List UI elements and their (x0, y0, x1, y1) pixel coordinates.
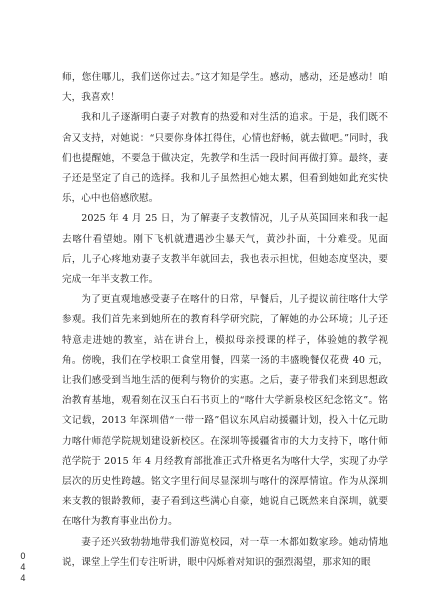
page-number-digit: 4 (20, 563, 26, 573)
paragraph-3: 2025 年 4 月 25 日，为了解妻子支教情况，儿子从英国回来和我一起去喀什看望她。刚下飞机就遭遇沙尘暴天气，黄沙扑面，十分难受。见面后，儿子心疼地劝妻子支教半年就回去，我也表示担忧，但她态度坚决，要完成一年半支教工作。 (62, 213, 388, 286)
paragraph-4: 为了更直观地感受妻子在喀什的日常，早餐后，儿子提议前往喀什大学参观。我们首先来到她所在的教育科学研究院，了解她的办公环境；儿子还特意走进她的教室，站在讲台上，模拟母亲授课的样子，体验她的教学视角。傍晚，我们在学校职工食堂用餐，四菜一汤的丰盛晚餐仅花费 40 元，让我们感受到当地生活的便利与物价的实惠。之后，妻子带我们来到思想政治教育基地，观看刻在汉玉白石书页上的“喀什大学新泉校区纪念铭文”。铭文记载，2013 年深圳借“一带一路”倡议东风启动援疆计划，投入十亿元助力喀什师范学院规划建设新校区。在深圳等援疆省市的大力支持下，喀什师范学院于 2015 年 4 月经教育部批准正式升格更名为喀什大学，实现了办学层次的历史性跨越。铭文字里行间尽显深圳与喀什的深厚情谊。作为从深圳来支教的银龄教师，妻子看到这些满心自豪，她说自己既然来自深圳，就要在喀什为教育事业出份力。 (62, 294, 388, 528)
page-number-digit: 4 (20, 574, 26, 584)
paragraph-2: 我和儿子逐渐明白妻子对教育的热爱和对生活的追求。于是，我们既不舍又支持，对她说：“只要你身体扛得住，心情也舒畅，就去做吧。”同时，我们也提醒她，不要急于做决定，先教学和生活一段时间再做打算。最终，妻子还是坚定了自己的选择。我和儿子虽然担心她太累，但看到她如此充实快乐，心中也倍感欣慰。 (62, 112, 388, 205)
paragraph-1: 师，您住哪儿，我们送你过去。”这才知是学生。感动，感动，还是感动！咱大，我喜欢！ (62, 72, 388, 104)
paragraph-5: 妻子还兴致勃勃地带我们游览校园，对一草一木都如数家珍。她动情地说，课堂上学生们专注听讲，眼中闪烁着对知识的强烈渴望，那求知的眼 (62, 536, 388, 568)
page-number (18, 552, 28, 585)
page-body (62, 68, 388, 573)
page-number-digit: 0 (20, 552, 26, 562)
